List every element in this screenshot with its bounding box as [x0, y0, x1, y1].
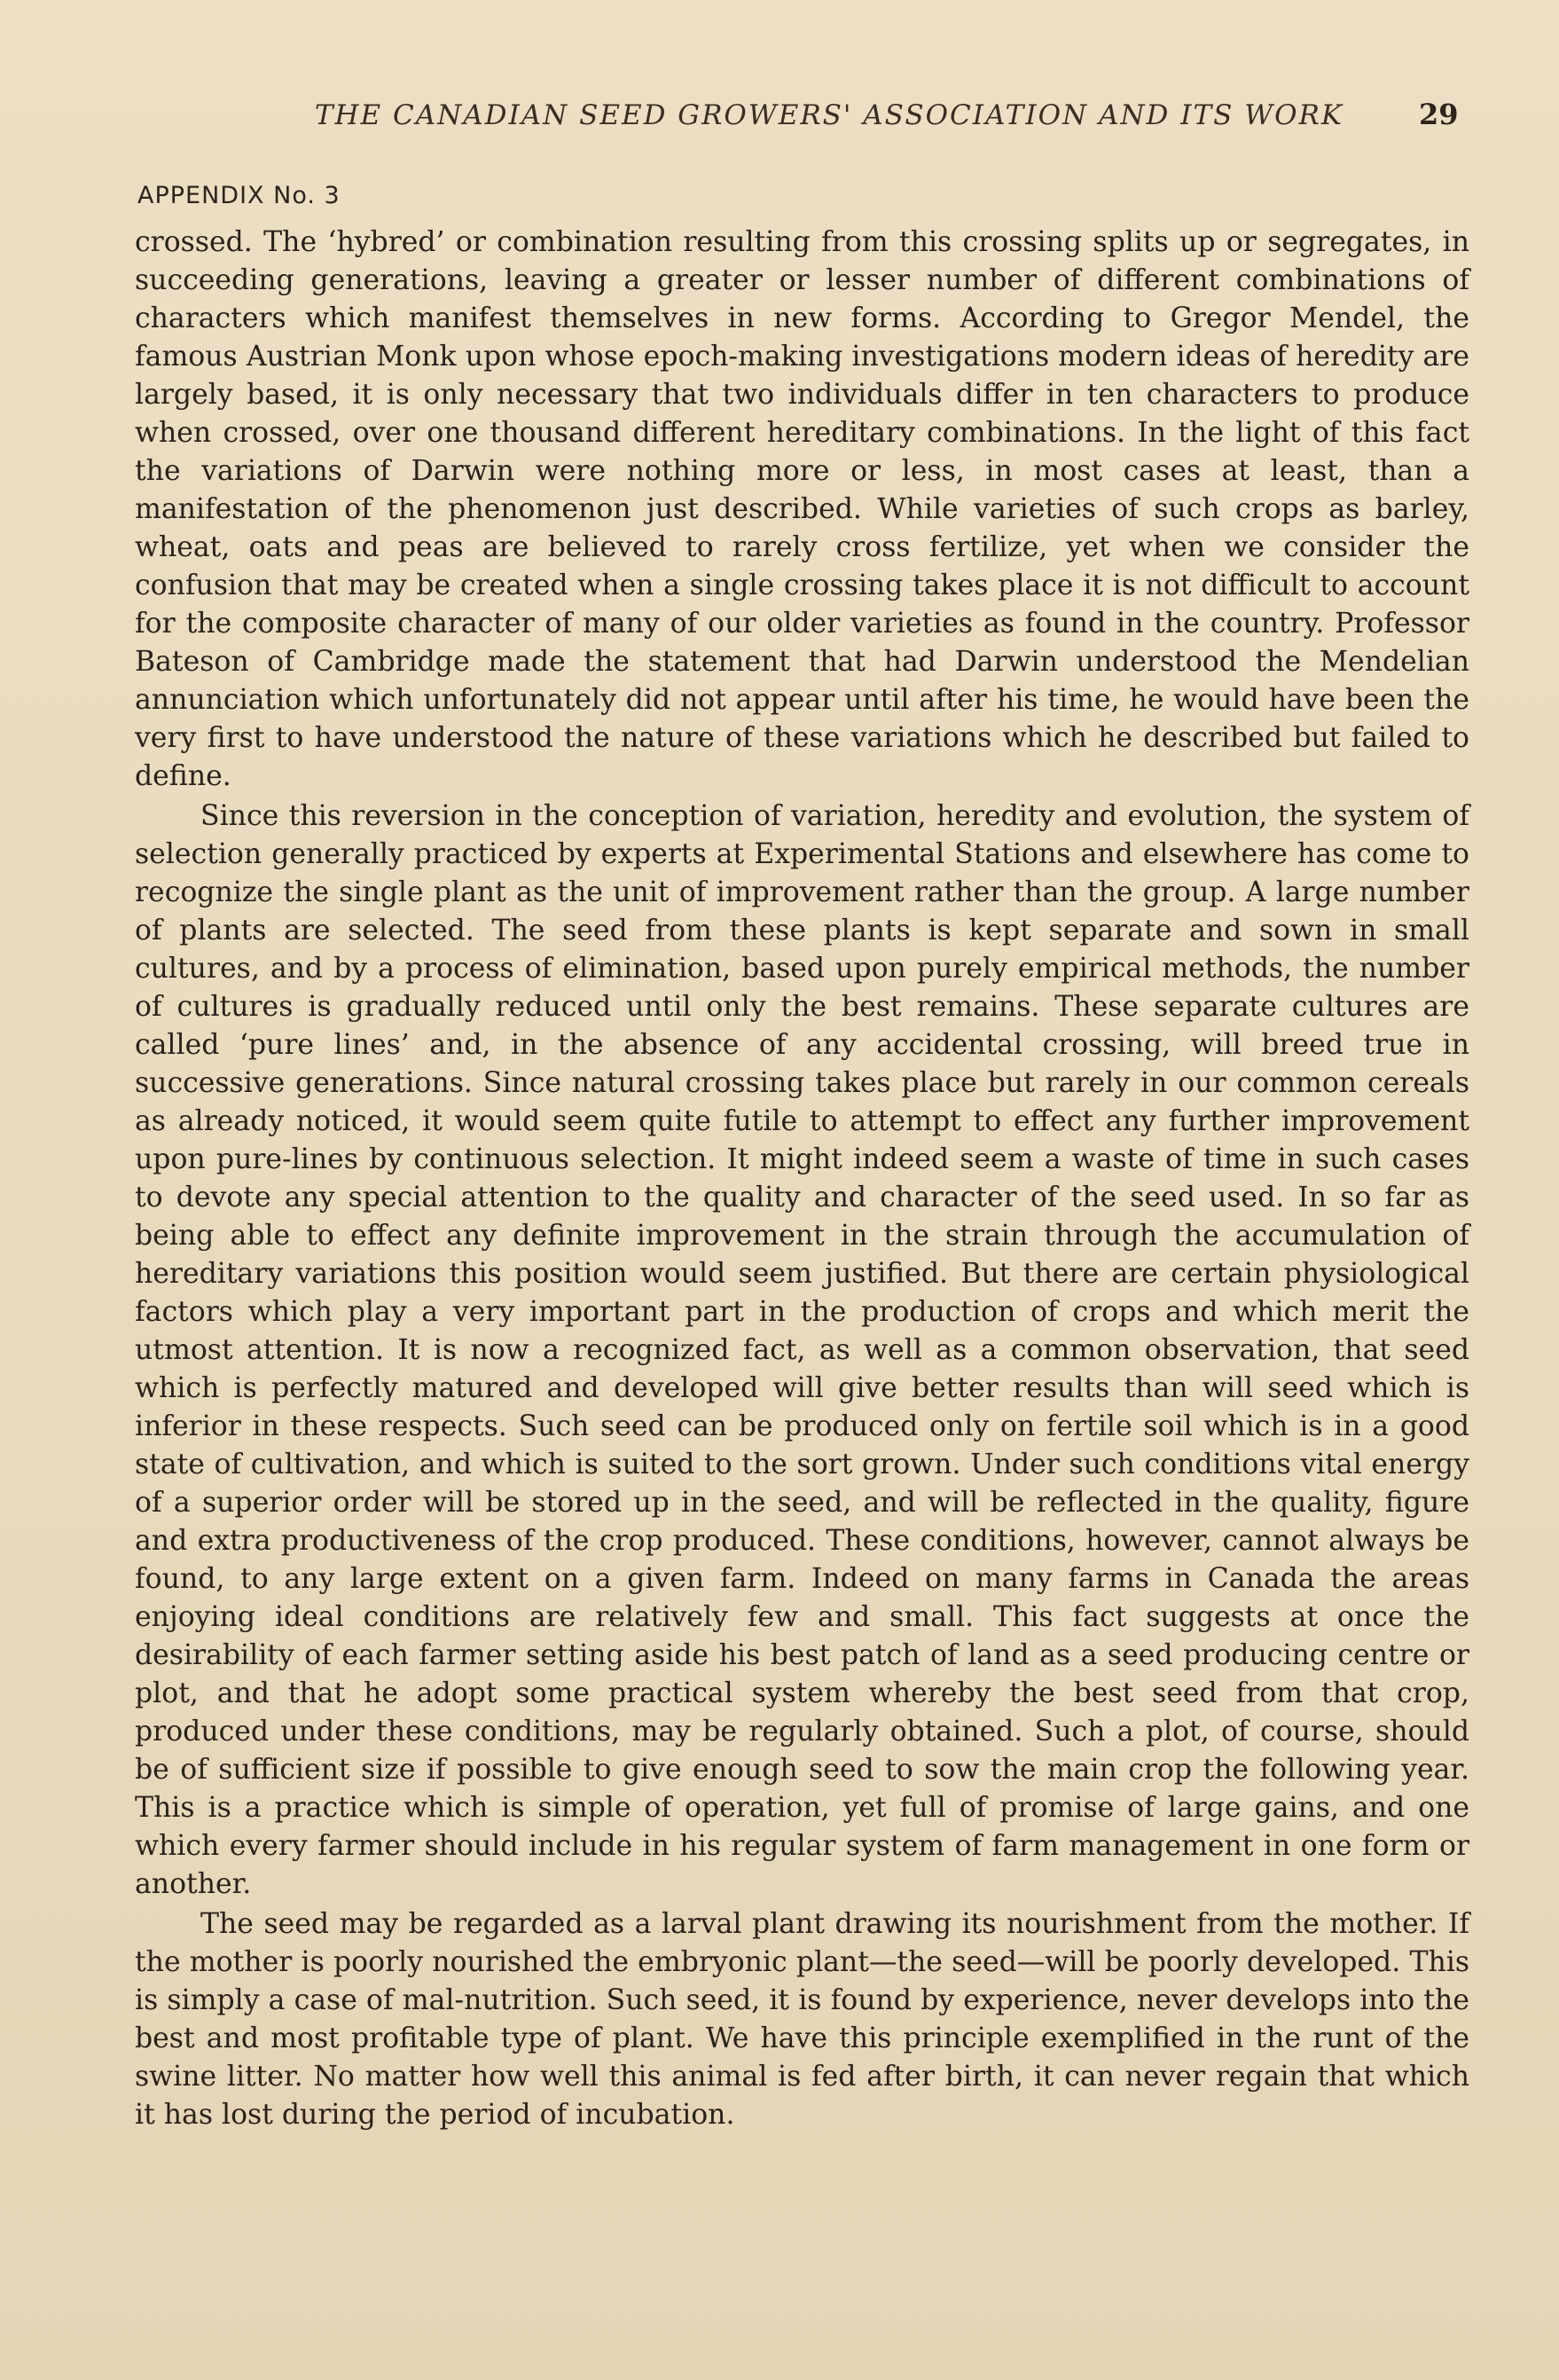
- paragraph: The seed may be regarded as a larval plant drawing its nourishment from the mother. If the mother is poorly nourished the embryonic plant—the seed—will be poorly developed. This is simply a case of mal-nutrition. Such seed, it is found by experience, never develops into the best and most profitable type of plant. We have this principle exemplified in the runt of the swine litter. No matter how well this animal is fed after birth, it can never regain that which it has lost during the period of incubation.: [135, 1908, 1469, 2131]
- page-number: 29: [1419, 98, 1459, 131]
- paragraph: Since this reversion in the conception of variation, heredity and evolution, the system of selection generally practiced by experts at Experimental Stations and elsewhere has come to recognize the single plant as the unit of improvement rather than the group. A large number of plants are selected. The seed from these plants is kept separate and sown in small cultures, and by a process of elimination, based upon purely empirical methods, the number of cultures is gradually reduced until only the best remains. These separate cultures are called ‘pure lines’ and, in the absence of any accidental crossing, will breed true in successive generations. Since natural crossing takes place but rarely in our common cereals as already noticed, it would seem quite futile to attempt to effect any further improvement upon pure-lines by continuous selection. It might indeed seem a waste of time in such cases to devote any special attention to the quality and character of the seed used. In so far as being able to effect any definite improvement in the strain through the accumulation of hereditary variations this position would seem justified. But there are certain physiological factors which play a very important part in the production of crops and which merit the utmost attention. It is now a recognized fact, as well as a common observation, that seed which is perfectly matured and developed will give better results than will seed which is inferior in these respects. Such seed can be produced only on fertile soil which is in a good state of cultivation, and which is suited to the sort grown. Under such conditions vital energy of a superior order will be stored up in the seed, and will be reflected in the quality, figure and extra productiveness of the crop produced. These conditions, however, cannot always be found, to any large extent on a given farm. Indeed on many farms in Canada the areas enjoying ideal conditions are relatively few and small. This fact suggests at once the desirability of each farmer setting aside his best patch of land as a seed producing centre or plot, and that he adopt some practical system whereby the best seed from that crop, produced under these conditions, may be regularly obtained. Such a plot, of course, should be of sufficient size if possible to give enough seed to sow the main crop the following year. This is a practice which is simple of operation, yet full of promise of large gains, and one which every farmer should include in his regular system of farm management in one form or another.: [135, 800, 1469, 1900]
- body-text: [135, 224, 1469, 2136]
- paragraph: crossed. The ‘hybred’ or combination resulting from this crossing splits up or segregates, in succeeding generations, leaving a greater or lesser number of different combinations of characters which manifest themselves in new forms. According to Gregor Mendel, the famous Austrian Monk upon whose epoch-making investigations modern ideas of heredity are largely based, it is only necessary that two individuals differ in ten characters to produce when crossed, over one thousand different hereditary combinations. In the light of this fact the variations of Darwin were nothing more or less, in most cases at least, than a manifestation of the phenomenon just described. While varieties of such crops as barley, wheat, oats and peas are believed to rarely cross fertilize, yet when we consider the confusion that may be created when a single crossing takes place it is not difficult to account for the composite character of many of our older varieties as found in the country. Professor Bateson of Cambridge made the statement that had Darwin understood the Mendelian annunciation which unfortunately did not appear until after his time, he would have been the very first to have understood the nature of these variations which he described but failed to define.: [135, 226, 1469, 792]
- running-head-title: THE CANADIAN SEED GROWERS' ASSOCIATION AND ITS WORK: [314, 99, 1344, 131]
- appendix-label: APPENDIX No. 3: [137, 182, 341, 209]
